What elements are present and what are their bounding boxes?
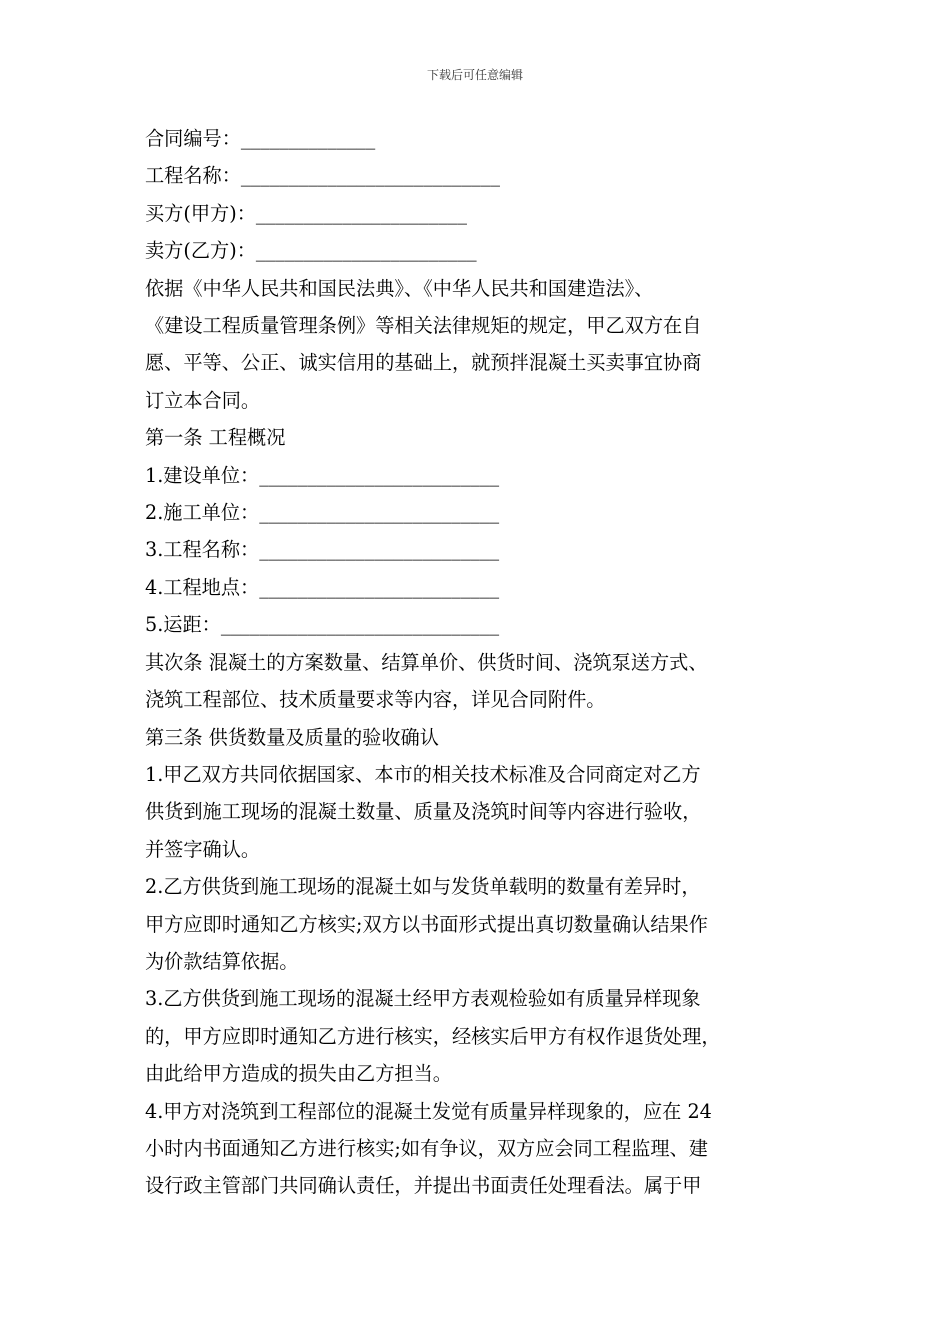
clause-3-3-line-1: 3.乙方供货到施工现场的混凝土经甲方表观检验如有质量异样现象 — [145, 987, 701, 1011]
clause-3-2-line-1: 2.乙方供货到施工现场的混凝土如与发货单载明的数量有差异时， — [145, 875, 701, 899]
seller-line: 卖方(乙方)：_______________________ — [145, 239, 477, 263]
clause-3-4-line-3: 设行政主管部门共同确认责任，并提出书面责任处理看法。属于甲 — [145, 1174, 702, 1198]
clause-3-3-line-3: 由此给甲方造成的损失由乙方担当。 — [145, 1062, 452, 1086]
clause-3-4-line-2: 小时内书面通知乙方进行核实;如有争议，双方应会同工程监理、建 — [145, 1136, 708, 1160]
clause-3-1-line-1: 1.甲乙双方共同依据国家、本市的相关技术标准及合同商定对乙方 — [145, 762, 701, 786]
project-name-field-line: 3.工程名称：_________________________ — [145, 538, 500, 562]
article-3-heading: 第三条 供货数量及质量的验收确认 — [145, 725, 439, 749]
preamble-line-2: 《建设工程质量管理条例》等相关法律规矩的规定，甲乙双方在自 — [145, 314, 702, 338]
preamble-line-3: 愿、平等、公正、诚实信用的基础上，就预拌混凝土买卖事宜协商 — [145, 351, 702, 375]
distance-line: 5.运距：_____________________________ — [145, 613, 500, 637]
contractor-unit-line: 2.施工单位：_________________________ — [145, 501, 500, 525]
clause-3-1-line-2: 供货到施工现场的混凝土数量、质量及浇筑时间等内容进行验收， — [145, 800, 702, 824]
clause-3-3-line-2: 的，甲方应即时通知乙方进行核实，经核实后甲方有权作退货处理， — [145, 1024, 721, 1048]
project-location-line: 4.工程地点：_________________________ — [145, 575, 500, 599]
article-2-line-1: 其次条 混凝土的方案数量、结算单价、供货时间、浇筑泵送方式、 — [145, 650, 708, 674]
construction-unit-line: 1.建设单位：_________________________ — [145, 463, 500, 487]
preamble-line-4: 订立本合同。 — [145, 388, 261, 412]
article-1-heading: 第一条 工程概况 — [145, 426, 286, 450]
contract-body — [145, 120, 825, 1205]
clause-3-2-line-2: 甲方应即时通知乙方核实;双方以书面形式提出真切数量确认结果作 — [145, 912, 708, 936]
article-2-line-2: 浇筑工程部位、技术质量要求等内容，详见合同附件。 — [145, 688, 606, 712]
contract-number-line: 合同编号：______________ — [145, 127, 376, 150]
project-name-line: 工程名称：___________________________ — [145, 164, 500, 188]
clause-3-1-line-3: 并签字确认。 — [145, 837, 261, 861]
preamble-line-1: 依据《中华人民共和国民法典》、《中华人民共和国建造法》、 — [145, 276, 654, 300]
page-header: 下载后可任意编辑 — [426, 68, 523, 82]
clause-3-4-line-1: 4.甲方对浇筑到工程部位的混凝土发觉有质量异样现象的，应在 24 — [145, 1099, 712, 1123]
buyer-line: 买方(甲方)：______________________ — [145, 201, 467, 225]
clause-3-2-line-3: 为价款结算依据。 — [145, 949, 299, 973]
